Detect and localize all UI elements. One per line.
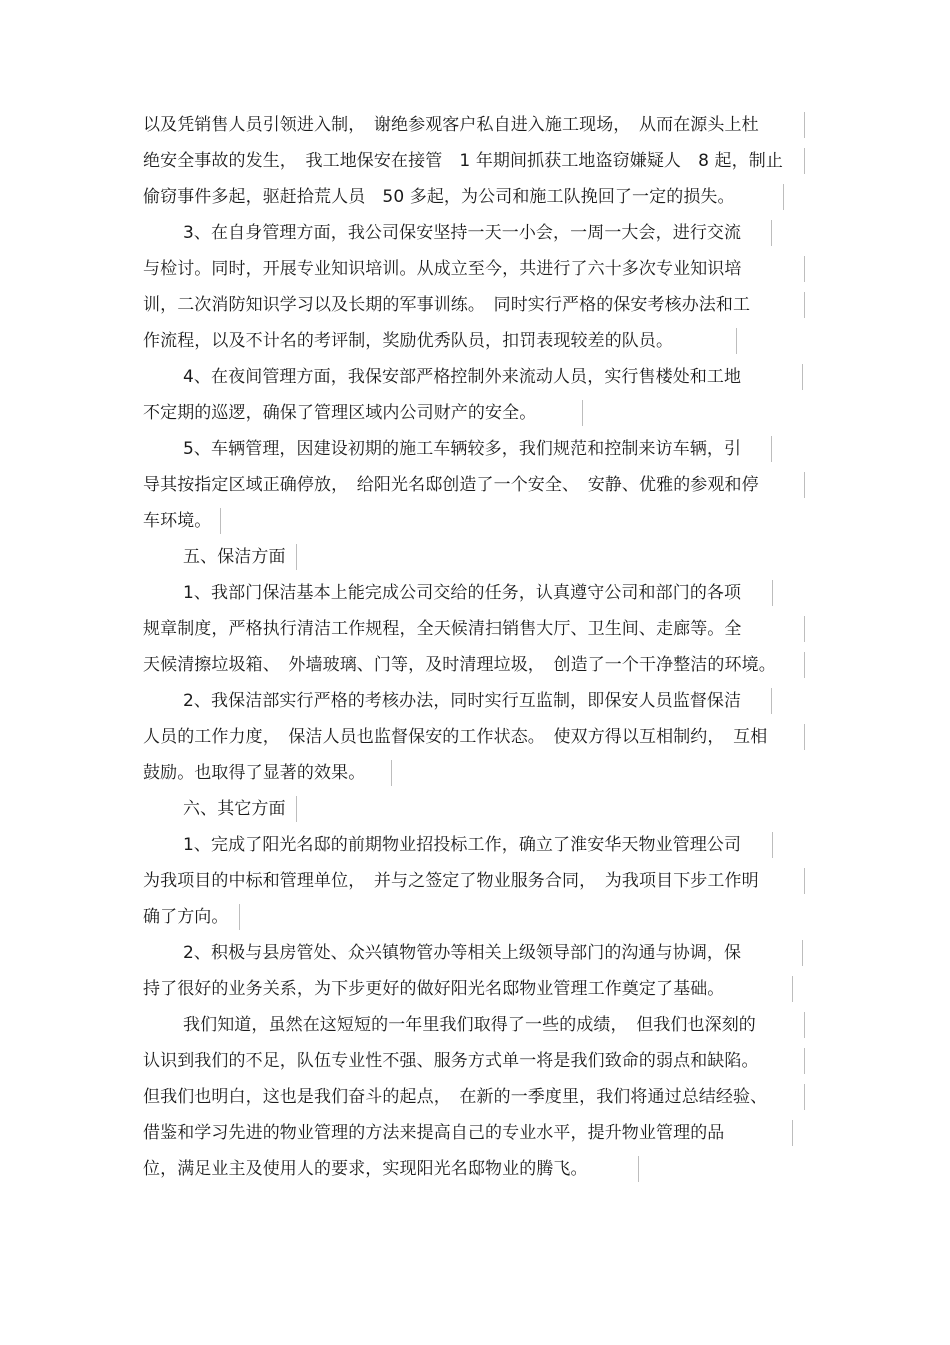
text-line xyxy=(0,650,950,680)
line-end-marker xyxy=(638,1156,639,1182)
text-line-content: 六、其它方面 xyxy=(183,799,286,819)
text-line-content: 不定期的巡逻，确保了管理区域内公司财产的安全。 xyxy=(143,403,537,423)
line-end-marker xyxy=(804,868,805,894)
text-line xyxy=(0,1046,950,1076)
line-end-marker xyxy=(804,472,805,498)
line-end-marker xyxy=(582,400,583,426)
text-line xyxy=(0,974,950,1004)
line-end-marker xyxy=(804,292,805,318)
line-end-marker xyxy=(771,220,772,246)
text-line-content: 2、积极与县房管处、众兴镇物管办等相关上级领导部门的沟通与协调，保 xyxy=(183,943,742,963)
line-end-marker xyxy=(736,328,737,354)
text-line xyxy=(0,506,950,536)
line-end-marker xyxy=(239,904,240,930)
text-line xyxy=(0,686,950,716)
text-line-content: 作流程，以及不计名的考评制，奖励优秀队员，扣罚表现较差的队员。 xyxy=(143,331,674,351)
text-line-content: 天候清擦垃圾箱、 外墙玻璃、门等，及时清理垃圾， 创造了一个干净整洁的环境。 xyxy=(143,655,776,675)
line-end-marker xyxy=(296,544,297,570)
text-line-content: 认识到我们的不足，队伍专业性不强、服务方式单一将是我们致命的弱点和缺陷。 xyxy=(143,1051,759,1071)
line-end-marker xyxy=(804,652,805,678)
line-end-marker xyxy=(804,256,805,282)
text-line-content: 导其按指定区域正确停放， 给阳光名邸创造了一个安全、 安静、优雅的参观和停 xyxy=(143,475,759,495)
text-line xyxy=(0,542,950,572)
text-line xyxy=(0,866,950,896)
text-line xyxy=(0,398,950,428)
line-end-marker xyxy=(804,616,805,642)
text-line-content: 1、完成了阳光名邸的前期物业招投标工作，确立了淮安华天物业管理公司 xyxy=(183,835,742,855)
line-end-marker xyxy=(391,760,392,786)
text-line-content: 车环境。 xyxy=(143,511,212,531)
text-line-content: 但我们也明白，这也是我们奋斗的起点， 在新的一季度里，我们将通过总结经验、 xyxy=(143,1087,768,1107)
text-line-content: 4、在夜间管理方面，我保安部严格控制外来流动人员，实行售楼处和工地 xyxy=(183,367,742,387)
text-line-content: 5、车辆管理，因建设初期的施工车辆较多，我们规范和控制来访车辆，引 xyxy=(183,439,742,459)
line-end-marker xyxy=(804,112,805,138)
line-end-marker xyxy=(792,1120,793,1146)
line-end-marker xyxy=(804,724,805,750)
text-line xyxy=(0,470,950,500)
text-line xyxy=(0,830,950,860)
text-line-content: 3、在自身管理方面，我公司保安坚持一天一小会，一周一大会，进行交流 xyxy=(183,223,742,243)
text-line-content: 偷窃事件多起，驱赶拾荒人员 50 多起，为公司和施工队挽回了一定的损失。 xyxy=(143,187,735,207)
text-line-content: 规章制度，严格执行清洁工作规程，全天候清扫销售大厅、卫生间、走廊等。全 xyxy=(143,619,742,639)
text-line-content: 与检讨。同时，开展专业知识培训。从成立至今，共进行了六十多次专业知识培 xyxy=(143,259,742,279)
line-end-marker xyxy=(804,1048,805,1074)
line-end-marker xyxy=(802,364,803,390)
text-line xyxy=(0,146,950,176)
text-line xyxy=(0,434,950,464)
line-end-marker xyxy=(792,976,793,1002)
text-line-content: 鼓励。也取得了显著的效果。 xyxy=(143,763,366,783)
text-line xyxy=(0,182,950,212)
line-end-marker xyxy=(296,796,297,822)
text-line-content: 训，二次消防知识学习以及长期的军事训练。 同时实行严格的保安考核办法和工 xyxy=(143,295,751,315)
text-line xyxy=(0,110,950,140)
text-line xyxy=(0,722,950,752)
text-line xyxy=(0,1082,950,1112)
text-line-content: 以及凭销售人员引领进入制， 谢绝参观客户私自进入施工现场， 从而在源头上杜 xyxy=(143,115,759,135)
text-line-content: 人员的工作力度， 保洁人员也监督保安的工作状态。 使双方得以互相制约， 互相 xyxy=(143,727,768,747)
text-line xyxy=(0,290,950,320)
text-line xyxy=(0,254,950,284)
line-end-marker xyxy=(783,184,784,210)
text-line xyxy=(0,578,950,608)
text-line xyxy=(0,614,950,644)
line-end-marker xyxy=(772,580,773,606)
line-end-marker xyxy=(220,508,221,534)
text-line xyxy=(0,218,950,248)
text-line-content: 1、我部门保洁基本上能完成公司交给的任务，认真遵守公司和部门的各项 xyxy=(183,583,742,603)
text-line-content: 2、我保洁部实行严格的考核办法，同时实行互监制，即保安人员监督保洁 xyxy=(183,691,742,711)
line-end-marker xyxy=(804,1084,805,1110)
text-line-content: 绝安全事故的发生， 我工地保安在接管 1 年期间抓获工地盗窃嫌疑人 8 起，制止 xyxy=(143,151,783,171)
text-line-content: 为我项目的中标和管理单位， 并与之签定了物业服务合同， 为我项目下步工作明 xyxy=(143,871,759,891)
text-line-content: 确了方向。 xyxy=(143,907,229,927)
text-line xyxy=(0,1154,950,1184)
line-end-marker xyxy=(804,1012,805,1038)
text-line-content: 我们知道，虽然在这短短的一年里我们取得了一些的成绩， 但我们也深刻的 xyxy=(183,1015,756,1035)
line-end-marker xyxy=(802,940,803,966)
text-line-content: 借鉴和学习先进的物业管理的方法来提高自己的专业水平，提升物业管理的品 xyxy=(143,1123,725,1143)
text-line-content: 持了很好的业务关系，为下步更好的做好阳光名邸物业管理工作奠定了基础。 xyxy=(143,979,725,999)
text-line xyxy=(0,902,950,932)
line-end-marker xyxy=(771,436,772,462)
line-end-marker xyxy=(772,832,773,858)
line-end-marker xyxy=(771,688,772,714)
text-line xyxy=(0,794,950,824)
text-line xyxy=(0,1010,950,1040)
text-line xyxy=(0,326,950,356)
text-line-content: 五、保洁方面 xyxy=(183,547,286,567)
text-line xyxy=(0,938,950,968)
text-line xyxy=(0,758,950,788)
text-line xyxy=(0,362,950,392)
line-end-marker xyxy=(804,148,805,174)
text-line xyxy=(0,1118,950,1148)
text-line-content: 位，满足业主及使用人的要求，实现阳光名邸物业的腾飞。 xyxy=(143,1159,588,1179)
